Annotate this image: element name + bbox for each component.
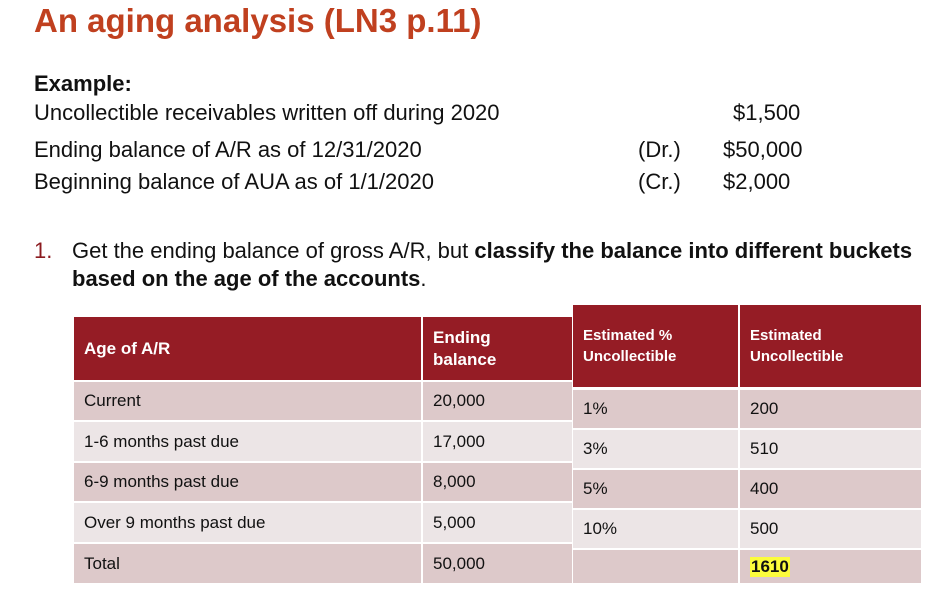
header-line: Estimated (750, 327, 822, 344)
row-balance: 20,000 (423, 382, 572, 420)
example-side: (Dr.) (638, 137, 681, 162)
row-age: 1-6 months past due (74, 422, 421, 461)
example-heading: Example: (34, 71, 132, 96)
row-age: 6-9 months past due (74, 463, 421, 501)
row-estimate: 510 (740, 430, 921, 468)
row-estimate: 200 (740, 390, 921, 428)
example-amount: $2,000 (723, 169, 791, 194)
row-balance: 8,000 (423, 463, 572, 501)
header-line: Uncollectible (583, 348, 677, 365)
row-estimate: 500 (740, 510, 921, 548)
step-text-end: . (420, 266, 427, 291)
header-line: balance (433, 349, 497, 369)
example-side: (Cr.) (638, 169, 681, 194)
header-age (74, 317, 421, 380)
step-text (72, 237, 932, 293)
page-title: An aging analysis (LN3 p.11) (34, 2, 482, 39)
step-text-bold: classify the balance into different buckets based on the age of the accounts (72, 238, 913, 291)
row-total-estimate (740, 550, 921, 583)
header-ending-balance (423, 317, 572, 380)
row-percent: 3% (573, 430, 738, 468)
row-balance: 5,000 (423, 503, 572, 542)
row-percent: 1% (573, 390, 738, 428)
example-amount: $50,000 (723, 137, 803, 162)
row-percent: 5% (573, 470, 738, 508)
header-line: Uncollectible (750, 348, 844, 365)
row-age: Over 9 months past due (74, 503, 421, 542)
header-age-label: Age of A/R (84, 338, 171, 358)
header-estimated-uncollectible (740, 305, 921, 387)
row-percent: 10% (573, 510, 738, 548)
example-label: Uncollectible receivables written off during 2020 (34, 100, 500, 125)
step-text-plain: Get the ending balance of gross A/R, but (72, 238, 475, 263)
step-number: 1. (34, 238, 53, 263)
row-estimate: 400 (740, 470, 921, 508)
header-line: Estimated % (583, 327, 673, 344)
total-estimate-highlight: 1610 (751, 556, 789, 576)
row-total-label: Total (74, 544, 421, 583)
example-label: Ending balance of A/R as of 12/31/2020 (34, 137, 422, 162)
row-age: Current (74, 382, 421, 420)
row-total-balance: 50,000 (423, 544, 572, 583)
example-amount: $1,500 (733, 100, 801, 125)
example-label: Beginning balance of AUA as of 1/1/2020 (34, 169, 434, 194)
row-total-percent (573, 550, 738, 583)
row-balance: 17,000 (423, 422, 572, 461)
header-line: Ending (433, 327, 491, 347)
header-estimated-percent (573, 305, 738, 387)
